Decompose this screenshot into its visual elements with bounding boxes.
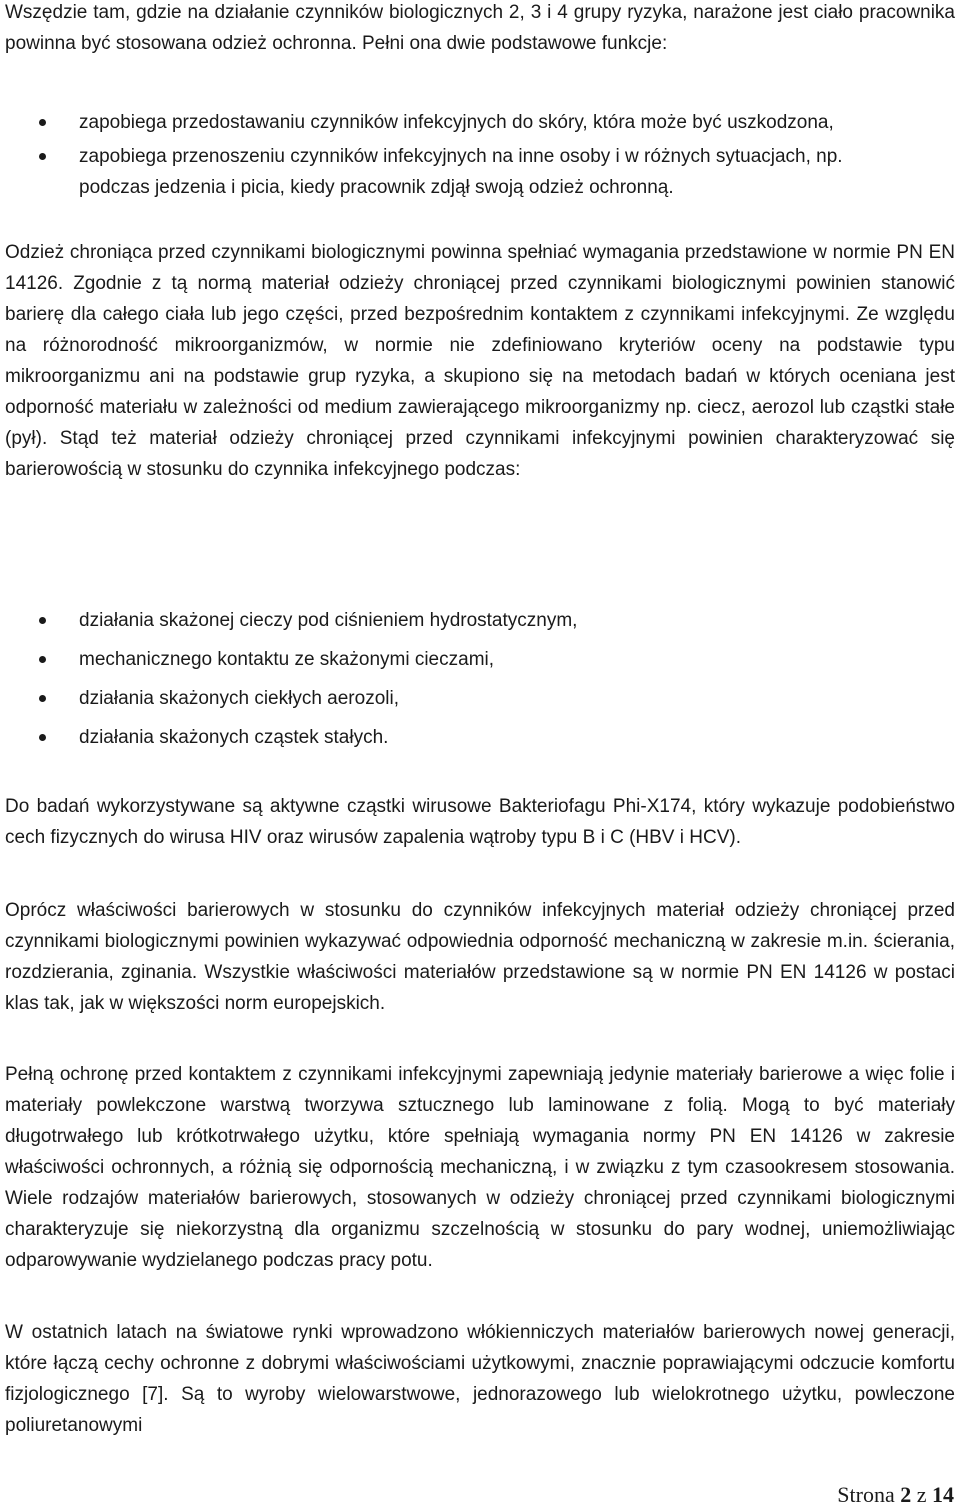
list-item: zapobiega przedostawaniu czynników infekcyjnych do skóry, która może być uszkodzona, xyxy=(5,107,955,138)
factors-list xyxy=(5,605,955,753)
list-item: działania skażonych cząstek stałych. xyxy=(5,722,955,753)
paragraph-mechanical: Oprócz właściwości barierowych w stosunku do czynników infekcyjnych materiał odzieży chroniącej przed czynnikami biologicznymi powinien wykazywać odpowiednia odporność mechaniczną w zakresie m.in. ścierania, rozdzierania, zginania. Wszystkie właściwości materiałów przedstawione są w normie PN EN 14126 w postaci klas tak, jak w większości norm europejskich. xyxy=(5,900,955,1014)
total-pages-number: 14 xyxy=(932,1482,954,1507)
paragraph-intro: Wszędzie tam, gdzie na działanie czynników biologicznych 2, 3 i 4 grupy ryzyka, narażone jest ciało pracownika powinna być stosowana odzież ochronna. Pełni ona dwie podstawowe funkcje: xyxy=(5,2,955,54)
current-page-number: 2 xyxy=(900,1482,912,1507)
footer-middle: z xyxy=(911,1482,932,1507)
paragraph-norm: Odzież chroniąca przed czynnikami biologicznymi powinna spełniać wymagania przedstawione w normie PN EN 14126. Zgodnie z tą normą materiał odzieży chroniącej przed czynnikami biologicznymi powinien stanowić barierę dla całego ciała lub jego części, przed bezpośrednim kontaktem z czynnikami infekcyjnymi. Ze względu na różnorodność mikroorganizmów, w normie nie zdefiniowano kryteriów oceny na podstawie typu mikroorganizmu ani na podstawie grup ryzyka, a skupiono się na metodach badań w których oceniana jest odporność materiału w zależności od medium zawierającego mikroorganizmy np. ciecz, aerozol lub cząstki stałe (pył). Stąd też materiał odzieży chroniącej przed czynnikami infekcyjnymi powinien charakteryzować się barierowością w stosunku do czynnika infekcyjnego podczas: xyxy=(5,242,955,480)
footer-prefix: Strona xyxy=(837,1482,901,1507)
paragraph-phage: Do badań wykorzystywane są aktywne cząstki wirusowe Bakteriofagu Phi-X174, który wykazuje podobieństwo cech fizycznych do wirusa HIV oraz wirusów zapalenia wątroby typu B i C (HBV i HCV). xyxy=(5,796,955,848)
page-number-footer xyxy=(837,1482,954,1508)
list-item: mechanicznego kontaktu ze skażonymi cieczami, xyxy=(5,644,955,675)
paragraph-new-generation: W ostatnich latach na światowe rynki wprowadzono włókienniczych materiałów barierowych nowej generacji, które łączą cechy ochronne z dobrymi właściwościami użytkowymi, znacznie poprawiającymi odczucie komfortu fizjologicznego [7]. Są to wyroby wielowarstwowe, jednorazowego lub wielokrotnego użytku, powleczone poliuretanowymi xyxy=(5,1322,955,1436)
list-item: zapobiega przenoszeniu czynników infekcyjnych na inne osoby i w różnych sytuacjach, np. podczas jedzenia i picia, kiedy pracownik zdjął swoją odzież ochronną. xyxy=(5,141,955,203)
paragraph-barrier-materials: Pełną ochronę przed kontaktem z czynnikami infekcyjnymi zapewniają jedynie materiały barierowe a więc folie i materiały powlekczone warstwą tworzywa sztucznego lub laminowane z folią. Mogą to być materiały długotrwałego lub krótkotrwałego użytku, które spełniają wymagania normy PN EN 14126 w zakresie właściwości ochronnych, a różnią się odpornością mechaniczną, i w związku z tym czasookresem stosowania. Wiele rodzajów materiałów barierowych, stosowanych w odzieży chroniącej przed czynnikami biologicznymi charakteryzuje się niekorzystną dla organizmu szczelnością w stosunku do pary wodnej, uniemożliwiając odparowywanie wydzielanego podczas pracy potu. xyxy=(5,1064,955,1271)
functions-list xyxy=(5,107,955,203)
list-item: działania skażonych ciekłych aerozoli, xyxy=(5,683,955,714)
list-item: działania skażonej cieczy pod ciśnieniem hydrostatycznym, xyxy=(5,605,955,636)
